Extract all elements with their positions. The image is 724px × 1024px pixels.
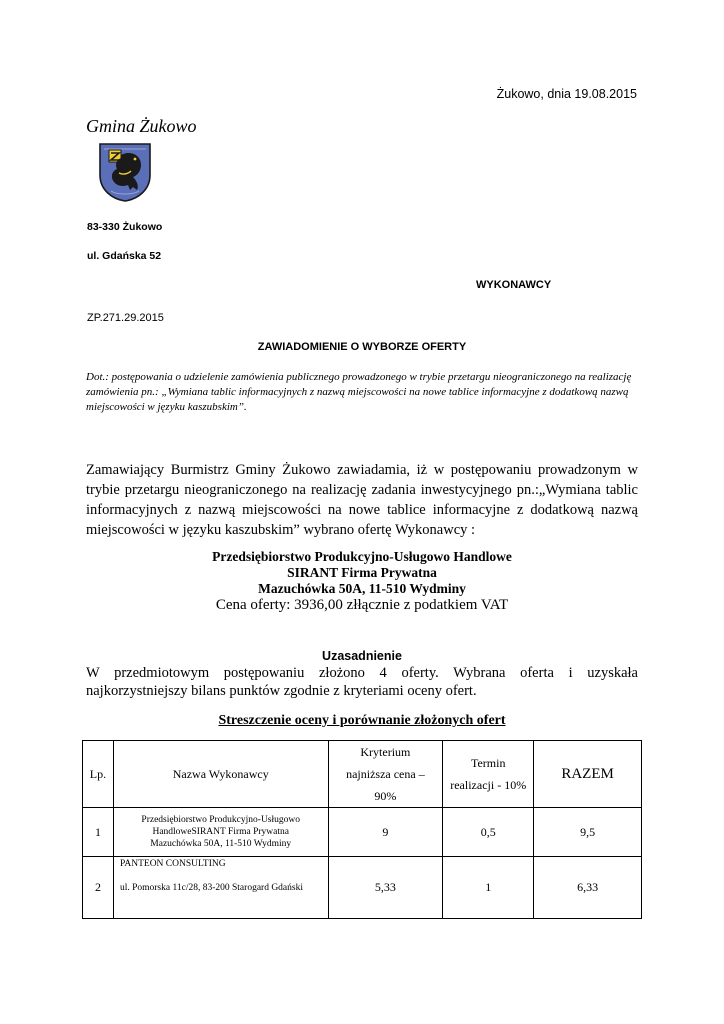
header-lp: Lp. [83, 741, 114, 808]
document-date: Żukowo, dnia 19.08.2015 [496, 87, 637, 101]
row-contractor [113, 808, 328, 857]
table-row [83, 808, 642, 857]
winner-name-line2: SIRANT Firma Prywatna [287, 565, 437, 580]
winner-address: Mazuchówka 50A, 11-510 Wydminy [258, 581, 466, 596]
header-term-criterion-line1: Termin [470, 756, 506, 770]
row-contractor-line1: Przedsiębiorstwo Produkcyjno-Usługowo [141, 815, 301, 825]
row-contractor-line3: Mazuchówka 50A, 11-510 Wydminy [150, 839, 292, 849]
row-price-score: 9 [328, 808, 443, 857]
street-address: ul. Gdańska 52 [87, 250, 162, 262]
header-price-criterion-line2: najniższa cena – [346, 767, 425, 781]
row-contractor [113, 857, 328, 919]
header-price-criterion [328, 741, 443, 808]
row-contractor-line1: PANTEON CONSULTING [119, 859, 226, 869]
postal-code: 83-330 Żukowo [87, 221, 163, 233]
issuer-name: Gmina Żukowo [86, 116, 197, 136]
row-lp: 1 [83, 808, 114, 857]
row-term-score: 0,5 [443, 808, 534, 857]
summary-title: Streszczenie oceny i porównanie złożonych ofert [218, 713, 506, 728]
table-header-row [83, 741, 642, 808]
table-row [83, 857, 642, 919]
row-price-score: 5,33 [328, 857, 443, 919]
winner-price: Cena oferty: 3936,00 złłącznie z podatkiem VAT [215, 597, 509, 613]
row-contractor-line2: HandloweSIRANT Firma Prywatna [152, 827, 289, 837]
document-title: ZAWIADOMIENIE O WYBORZE OFERTY [257, 341, 467, 353]
coat-of-arms-icon [97, 141, 153, 203]
body-paragraph: Zamawiający Burmistrz Gminy Żukowo zawiadamia, iż w postępowaniu prowadzonym w trybie przetargu nieograniczonego na realizację zadania inwestycyjnego pn.:„Wymiana tablic informacyjnych z nazwą miejscowości na nowe tablice informacyjne z dodatkową nazwą miejscowości w języku kaszubskim” wybrano ofertę Wykonawcy : [86, 462, 638, 538]
justification-line2: najkorzystniejszy bilans punktów zgodnie z kryteriami oceny ofert. [86, 683, 477, 699]
winner-block [0, 549, 724, 597]
header-price-criterion-line3: 90% [374, 789, 397, 803]
header-term-criterion-line2: realizacji - 10% [450, 778, 527, 792]
header-name: Nazwa Wykonawcy [113, 741, 328, 808]
row-total: 6,33 [534, 857, 642, 919]
reference-number: ZP.271.29.2015 [87, 312, 164, 324]
justification-line1: W przedmiotowym postępowaniu złożono 4 oferty. Wybrana oferta i uzyskała [86, 665, 638, 681]
subject-line: Dot.: postępowania o udzielenie zamówienia publicznego prowadzonego w trybie przetargu nieograniczonego na realizację zamówienia pn.: „Wymiana tablic informacyjnych z nazwą miejscowości na nowe tablice informacyjne z dodatkową nazwą miejscowości w języku kaszubskim”. [86, 371, 632, 413]
row-lp: 2 [83, 857, 114, 919]
winner-name-line1: Przedsiębiorstwo Produkcyjno-Usługowo Handlowe [212, 549, 512, 564]
row-contractor-line2: ul. Pomorska 11c/28, 83-200 Starogard Gdański [119, 883, 303, 893]
justification-text [86, 664, 638, 700]
results-table [82, 740, 642, 919]
recipient: WYKONAWCY [476, 279, 552, 291]
justification-title: Uzasadnienie [322, 649, 402, 663]
row-total: 9,5 [534, 808, 642, 857]
header-term-criterion [443, 741, 534, 808]
header-total: RAZEM [534, 741, 642, 808]
row-term-score: 1 [443, 857, 534, 919]
header-price-criterion-line1: Kryterium [360, 745, 411, 759]
